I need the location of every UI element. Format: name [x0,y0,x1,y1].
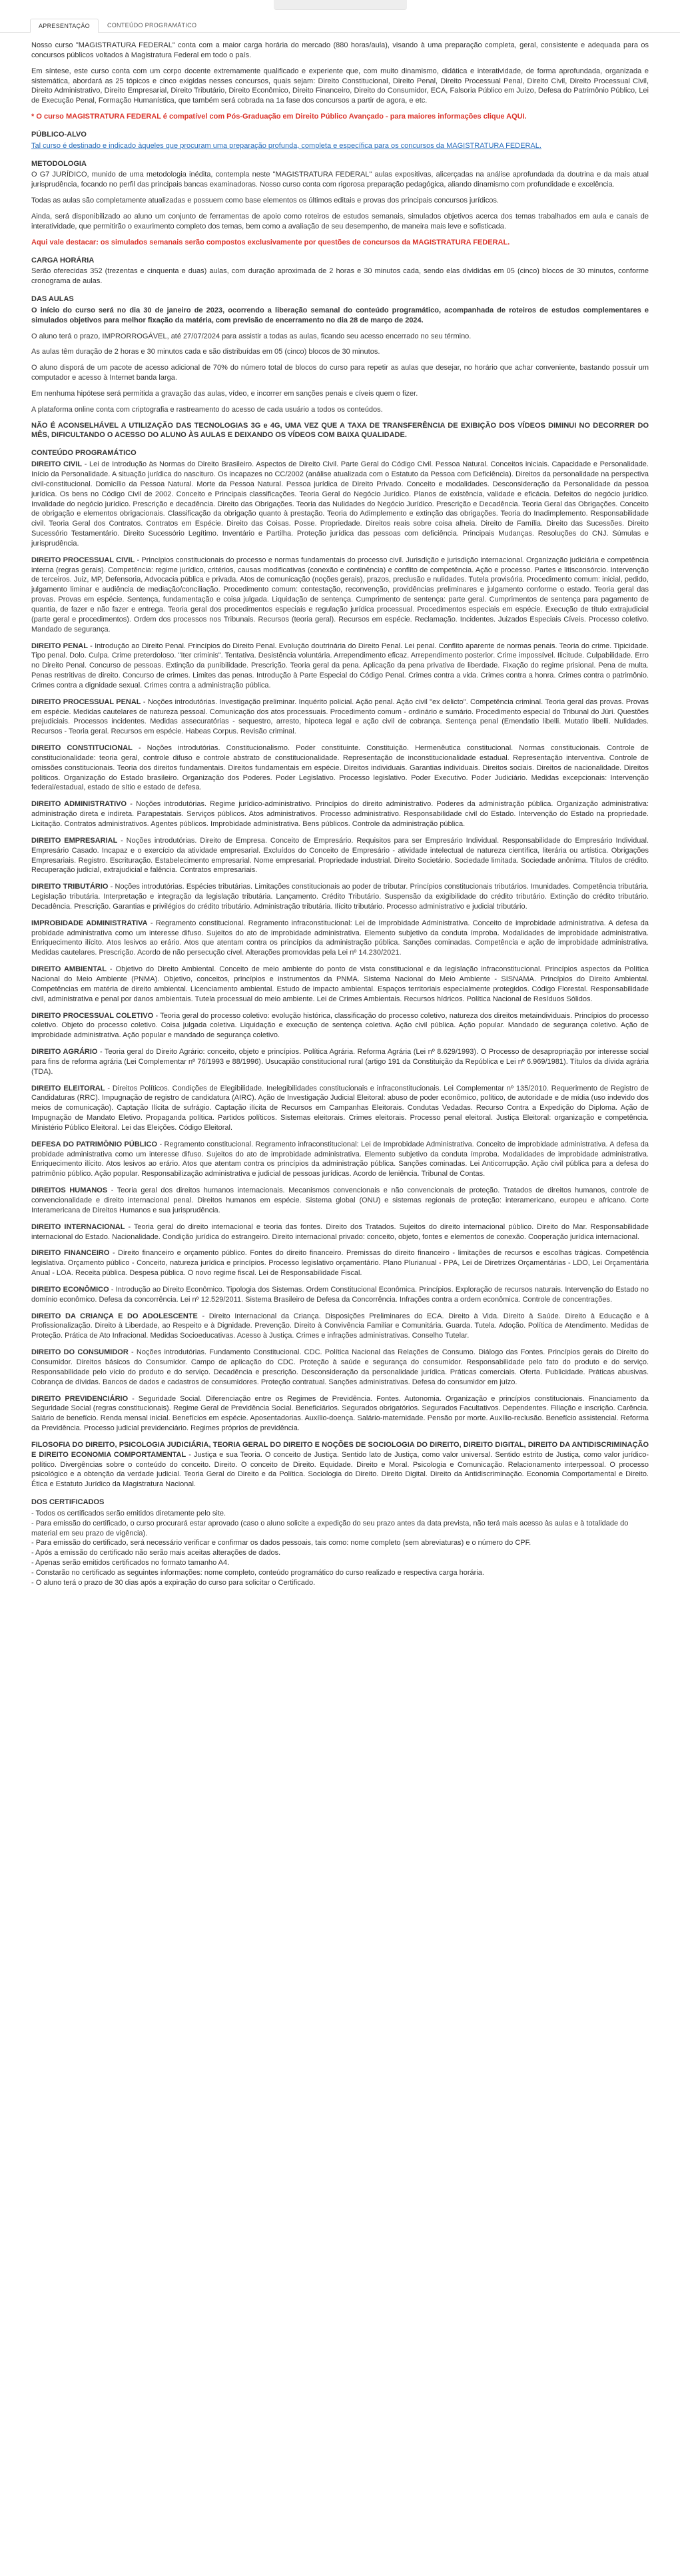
program-item-text: - Regramento constitucional. Regramento infraconstitucional: Lei de Improbidade Administrativa. Conceito de improbidade administrativa. A defesa da probidade administrativa como um interesse difuso. Sujeitos do ato de improbidade administrativa. Elemento subjetivo da conduta ímproba. Modalidades de improbidade administrativa. Enriquecimento ilícito. Atos lesivos ao erário. Atos que atentam contra os princípios da administração pública. Sanções cominadas. Competência e ação de improbidade administrativa. Medidas cautelares. Prescrição. Acordo de não persecução cível. Alterações promovidas pela Lei nº 14.230/2021. [31,919,649,957]
program-item [31,1248,649,1278]
program-item-title: DIREITO FINANCEIRO [31,1249,110,1258]
program-item-text: - Introdução ao Direito Penal. Princípios do Direito Penal. Evolução doutrinária do Direito Penal. Lei penal. Conflito aparente de normas penais. Teoria do crime. Tipicidade. Tipo penal. Dolo. Culpa. Crime preterdoloso. "Iter criminis". Tentativa. Desistência voluntária. Arrependimento eficaz. Arrependimento posterior. Crime impossível. Ilicitude. Culpabilidade. Erro no Direito Penal. Concurso de pessoas. Extinção da punibilidade. Prescrição. Teoria geral da pena. Aplicação da pena privativa de liberdade. Fixação do regime prisional. Pena de multa. Penas restritivas de direito. Concurso de crimes. Limites das penas. Introdução à Parte Especial do Código Penal. Crimes contra a vida. Crimes contra a honra. Crimes contra o patrimônio. Crimes contra a dignidade sexual. Crimes contra a administração pública. [31,642,649,689]
program-item [31,1084,649,1133]
program-item [31,642,649,691]
program-item [31,882,649,912]
program-item-title: DIREITO DA CRIANÇA E DO ADOLESCENTE [31,1312,198,1320]
program-list [31,460,649,1490]
program-item [31,556,649,635]
program-item [31,460,649,549]
simulados-notice: Aqui vale destacar: os simulados semanais serão compostos exclusivamente por questões de concursos da MAGISTRATURA FEDERAL. [31,238,510,246]
aulas-paragraph-3: As aulas têm duração de 2 horas e 30 minutos cada e são distribuídas em 05 (cinco) blocos de 30 minutos. [31,348,380,356]
list-item: - Constarão no certificado as seguintes informações: nome completo, conteúdo programático do curso realizado e respectiva carga horária. [31,1569,484,1577]
program-item-text: - Teoria geral do processo coletivo: evolução histórica, classificação do processo coletivo, natureza dos direitos metaindividuais. Princípios do processo coletivo. Objeto do processo coletivo. Coisa julgada coletiva. Liquidação e execução de sentença coletiva. Ação civil pública. Ação popular. Mandado de segurança coletivo. Ação de improbidade administrativa. Ação popular e mandado de segurança coletivo. [31,1011,649,1040]
program-item [31,919,649,958]
section-tabs [0,17,680,33]
program-item-title: DIREITO PROCESSUAL CIVIL [31,556,135,564]
program-item [31,1011,649,1041]
program-item-title: DIREITO ADMINISTRATIVO [31,800,127,809]
publico-alvo-text: Tal curso é destinado e indicado àqueles que procuram uma preparação profunda, completa e específica para os concursos da MAGISTRATURA FEDERAL. [31,141,541,150]
list-item: - Apenas serão emitidos certificados no formato tamanho A4. [31,1559,230,1567]
list-item: - Todos os certificados serão emitidos diretamente pelo site. [31,1509,226,1517]
certificados-list [31,1509,649,1588]
program-item-text: - Seguridade Social. Diferenciação entre os Regimes de Previdência. Fontes. Autonomia. Organização e princípios constitucionais. Financiamento da Seguridade Social (regras constitucionais). Regime Geral de Previdência Social. Beneficiários. Segurados obrigatórios. Segurados Facultativos. Dependentes. Filiação e inscrição. Carência. Salário de benefício. Renda mensal inicial. Benefícios em espécie. Aposentadorias. Auxílio-doença. Salário-maternidade. Pensão por morte. Auxílio-reclusão. Benefício assistencial. Reforma da Previdência. Processo judicial previdenciário. Regimes próprios de previdência. [31,1394,649,1433]
program-item [31,1440,649,1490]
program-item-text: - Objetivo do Direito Ambiental. Conceito de meio ambiente do ponto de vista constitucional e da legislação infraconstitucional. Princípios aspectos da Política Nacional do Meio Ambiente (PNMA). Objetivo, conceitos, princípios e instrumentos da PNMA. Sistema Nacional do Meio Ambiente - SISNAMA. Princípios do Direito Ambiental. Competências em matéria de direito ambiental. Licenciamento ambiental. Estudo de impacto ambiental. Espaços territoriais especialmente protegidos. Código Florestal. Responsabilidade civil, administrativa e penal por danos ambientais. Tutela processual do meio ambiente. Lei de Crimes Ambientais. Recursos hídricos. Política Nacional de Resíduos Sólidos. [31,965,649,1003]
conteudo-programatico-title: CONTEÚDO PROGRAMÁTICO [31,449,137,458]
program-item-text: - Noções introdutórias. Fundamento Constitucional. CDC. Política Nacional das Relações de Consumo. Diálogo das Fontes. Princípios gerais do Direito do Consumidor. Direitos básicos do Consumidor. Campo de aplicação do CDC. Proteção à saúde e segurança do consumidor. Responsabilidade pelo fato do produto e do serviço. Responsabilidade pelo vício do produto e do serviço. Decadência e prescrição. Desconsideração da personalidade jurídica. Práticas comerciais. Oferta. Publicidade. Práticas abusivas. Cobrança de dívidas. Bancos de dados e cadastros de consumidores. Proteção contratual. Sanções administrativas. Defesa do consumidor em juízo. [31,1348,649,1386]
program-item-title: DIREITO CONSTITUCIONAL [31,744,133,753]
metodologia-title: METODOLOGIA [31,159,87,168]
program-item [31,1394,649,1434]
program-item-text: - Noções introdutórias. Direito de Empresa. Conceito de Empresário. Requisitos para ser Empresário Individual. Responsabilidade do Empresário Individual. Empresário Casado. Incapaz e o exercício da atividade empresarial. Excluídos do Conceito de Empresário - atividade intelectual de natureza científica, literária ou artística. Obrigações Empresariais. Registro. Escrituração. Estabelecimento empresarial. Nome empresarial. Propriedade industrial. Direito Societário. Sociedade limitada. Sociedade anônima. Títulos de crédito. Recuperação judicial, extrajudicial e falência. Contratos empresariais. [31,836,649,875]
program-item-title: FILOSOFIA DO DIREITO, PSICOLOGIA JUDICIÁRIA, TEORIA GERAL DO DIREITO E NOÇÕES DE SOCIOLOGIA DO DIREITO, DIREITO DIGITAL, DIREITO DA ANTIDISCRIMINAÇÃO E DIREITO ECONOMIA COMPORTAMENTAL [31,1440,649,1459]
program-item [31,1186,649,1216]
program-item-text: - Regramento constitucional. Regramento infraconstitucional: Lei de Improbidade Administrativa. Conceito de improbidade administrativa. A defesa da probidade administrativa como um interesse difuso. Sujeitos do ato de improbidade administrativa. Elemento subjetivo da conduta ímproba. Modalidades de improbidade administrativa. Enriquecimento ilícito. Atos lesivos ao erário. Atos que atentam contra os princípios da administração pública. Sanções cominadas. Lei Anticorrupção. Ação civil pública para a defesa do patrimônio público. Ação popular. Responsabilização administrativa e judicial de pessoas jurídicas. Acordo de leniência. Tribunal de Contas. [31,1140,649,1178]
program-item-title: DIREITO PREVIDENCIÁRIO [31,1394,129,1403]
tab-conteudo-programatico[interactable]: CONTEÚDO PROGRAMÁTICO [107,21,197,29]
intro-paragraph-2: Em síntese, este curso conta com um corpo docente extremamente qualificado e experiente que, com muito dinamismo, didática e interatividade, de forma aprofundada, organizada e sistemática, abordará as 25 tópicos e cinco exigidas nesses concursos, quais sejam: Direito Constitucional, Direito Penal, Direito Processual Penal, Direito Civil, Direito Processual Civil, Direito Administrativo, Direito Empresarial, Direito Tributário, Direito Econômico, Direito Financeiro, Direito do Consumidor, ECA, Falsoria Público em Juízo, Defesa do Patrimônio Público, Lei de Execução Penal, Formação Humanística, que também será cobrada na 1a fase dos concursos a partir de agora, e etc. [31,67,649,105]
program-item-text: - Noções introdutórias. Espécies tributárias. Limitações constitucionais ao poder de tributar. Princípios constitucionais tributários. Imunidades. Competência tributária. Legislação tributária. Interpretação e integração da legislação tributária. Lançamento. Crédito Tributário. Suspensão da exigibilidade do crédito tributário. Extinção do crédito tributário. Decadência. Prescrição. Garantias e privilégios do crédito tributário. Administração tributária. Ilícito tributário. Processo administrativo e judicial tributário. [31,883,649,911]
tecnologias-warning: NÃO É ACONSELHÁVEL A UTILIZAÇÃO DAS TECNOLOGIAS 3G e 4G, UMA VEZ QUE A TAXA DE TRANSFERÊNCIA DE EXIBIÇÃO DOS VÍDEOS DIMINUI NO DECORRER DO MÊS, DIFICULTANDO O ACESSO DO ALUNO ÀS AULAS E DEIXANDO OS VÍDEOS COM BAIXA QUALIDADE. [31,421,649,440]
program-item-title: DIREITO PROCESSUAL COLETIVO [31,1011,154,1020]
pos-graduacao-notice-link[interactable]: * O curso MAGISTRATURA FEDERAL é compatível com Pós-Graduação em Direito Público Avançado - para maiores informações clique AQUI. [31,113,527,121]
program-item [31,1047,649,1077]
program-item [31,1222,649,1242]
program-item-text: - Teoria geral do Direito Agrário: conceito, objeto e princípios. Política Agrária. Reforma Agrária (Lei nº 8.629/1993). O Processo de desapropriação por interesse social para fins de reforma agrária (Lei Complementar nº 76/1993 e 88/1996). Usucapião constitucional rural (artigo 191 da Constituição da República e Lei nº 6.969/1981). Títulos da dívida agrária (TDA). [31,1048,649,1076]
top-bar [0,0,680,17]
top-tab-strip [274,0,407,10]
program-item [31,799,649,829]
program-item-title: IMPROBIDADE ADMINISTRATIVA [31,919,148,927]
program-item [31,697,649,737]
program-item [31,965,649,1004]
program-item-title: DIREITO PROCESSUAL PENAL [31,697,141,706]
metodologia-paragraph-3: Ainda, será disponibilizado ao aluno um conjunto de ferramentas de apoio como roteiros de estudos semanais, simulados objetivos acerca dos temas trabalhados em aula e canais de interatividade, que permitirão o exaurimento completo dos temas, bem como a avaliação de seu desempenho, de maneira mais leve e sofisticada. [31,212,649,230]
program-item [31,1312,649,1342]
aulas-paragraph-1: O início do curso será no dia 30 de janeiro de 2023, ocorrendo a liberação semanal do conteúdo programático, acompanhada de roteiros de estudos complementares e simulados objetivos para melhor fixação da matéria, com previsão de encerramento no dia 28 de março de 2024. [31,306,649,324]
program-item-title: DIREITO EMPRESARIAL [31,836,118,845]
list-item: - O aluno terá o prazo de 30 dias após a expiração do curso para solicitar o Certificado. [31,1578,316,1587]
program-item-text: - Noções introdutórias. Constitucionalismo. Poder constituinte. Constituição. Hermenêutica constitucional. Normas constitucionais. Controle de constitucionalidade: teoria geral, controle difuso e controle abstrato de constitucionalidade. Representação de inconstitucionalidade estadual. Representação interventiva. Controle de omissões constitucionais. Teoria dos direitos fundamentais. Direitos fundamentais em espécie. Direitos individuais. Garantias individuais. Direitos sociais. Direitos de nacionalidade. Direitos políticos. Organização do Estado brasileiro. Organização dos Poderes. Poder Legislativo. Processo legislativo. Poder Executivo. Poder Judiciário. Medidas excepcionais: Intervenção federal/estadual, estado de sítio e estado de defesa. [31,744,649,792]
program-item-text: - Justiça e sua Teoria. O conceito de Justiça. Sentido lato de Justiça, como valor universal. Sentido estrito de Justiça, como valor jurídico-político. Divergências sobre o conteúdo do conceito. Direito. O conceito de Direito. Equidade. Direito e Moral. Psicologia e Comunicação. Relacionamento interpessoal. O processo psicológico e a obtenção da verdade judicial. Teoria Geral do Direito e da Política. Sociologia do Direito. Direito Digital. Direito da Antidiscriminação. Economia Comportamental e Direito. Ética e Estatuto Jurídico da Magistratura Nacional. [31,1450,649,1489]
program-item-title: DIREITO AGRÁRIO [31,1048,98,1057]
program-item-text: - Direito financeiro e orçamento público. Fontes do direito financeiro. Premissas do direito financeiro - limitações de recursos e escolhas trágicas. Competência legislativa. Orçamento público - Conceito, natureza jurídica e princípios. Processo legislativo orçamentário. Plano Plurianual - PPA, Lei de Diretrizes Orçamentárias - LDO, Lei Orçamentária Anual - LOA. Receita pública. Despesa pública. O novo regime fiscal. Lei de Responsabilidade Fiscal. [31,1249,649,1278]
aulas-paragraph-5: Em nenhuma hipótese será permitida a gravação das aulas, vídeo, e incorrer em sanções penais e cíveis quem o fizer. [31,389,418,398]
aulas-paragraph-6: A plataforma online conta com criptografia e rastreamento do acesso de cada usuário a todos os conteúdos. [31,405,383,414]
das-aulas-title: DAS AULAS [31,295,74,304]
program-item-text: - Noções introdutórias. Regime jurídico-administrativo. Princípios do direito administrativo. Poderes da administração pública. Organização administrativa: administração direta e indireta. Parapestatais. Serviços públicos. Atos administrativos. Processo administrativo. Responsabilidade civil do Estado. Intervenção do Estado na propriedade. Licitação. Contratos administrativos. Agentes públicos. Improbidade administrativa. Bens públicos. Controle da administração pública. [31,800,649,828]
aulas-paragraph-4: O aluno disporá de um pacote de acesso adicional de 70% do número total de blocos do curso para repetir as aulas que desejar, no horário que achar conveniente, bastando possuir um computador e acesso à Internet banda larga. [31,364,649,382]
program-item-title: DIREITOS HUMANOS [31,1186,108,1195]
program-item-text: - Teoria geral do direito internacional e teoria das fontes. Direito dos Tratados. Sujeitos do direito internacional público. Direito do Mar. Responsabilidade internacional do Estado. Nacionalidade. Condição jurídica do estrangeiro. Direito internacional privado: conceito, objeto, fontes e elementos de conexão. Cooperação jurídica internacional. [31,1222,649,1241]
list-item: - Após a emissão do certificado não serão mais aceitas alterações de dados. [31,1549,281,1557]
program-item-title: DIREITO TRIBUTÁRIO [31,883,109,891]
tab-apresentacao[interactable]: APRESENTAÇÃO [30,19,99,33]
program-item [31,836,649,875]
aulas-paragraph-2: O aluno terá o prazo, IMPRORROGÁVEL, até 27/07/2024 para assistir a todas as aulas, ficando seu acesso encerrado no seu término. [31,332,472,340]
program-item-text: - Teoria geral dos direitos humanos internacionais. Mecanismos convencionais e não convencionais de proteção. Tratados de direitos humanos, controle de convencionalidade e direito internacional penal. Direitos humanos em espécie. Sistema global (ONU) e sistemas regionais de proteção: interamericano, europeu e africano. Corte Interamericana de Direitos Humanos e sua jurisprudência. [31,1186,649,1214]
program-item-title: DIREITO ELEITORAL [31,1084,105,1092]
list-item: - Para emissão do certificado, será necessário verificar e confirmar os dados pessoais, tais como: nome completo (sem abreviaturas) e o número do CPF. [31,1539,531,1547]
program-item-text: - Noções introdutórias. Investigação preliminar. Inquérito policial. Ação penal. Ação civil "ex delicto". Competência criminal. Teoria geral das provas. Provas em espécie. Medidas cautelares de natureza pessoal. Comunicação dos atos processuais. Procedimento comum - ordinário e sumário. Procedimento especial do Tribunal do Júri. Questões prejudiciais. Processos incidentes. Medidas assecuratórias - sequestro, arresto, hipoteca legal e ação civil de cobrança. Sentença penal (Emendatio libelli. Mutatio libelli. Nulidades. Recursos - Teoria geral. Recursos em espécie. Habeas Corpus. Revisão criminal. [31,697,649,736]
program-item [31,1285,649,1305]
program-item-text: - Introdução ao Direito Econômico. Tipologia dos Sistemas. Ordem Constitucional Econômica. Princípios. Exploração de recursos naturais. Intervenção do Estado no domínio econômico. Defesa da concorrência. Lei nº 12.529/2011. Sistema Brasileiro de Defesa da Concorrência. Infrações contra a ordem econômica. Controle de concentrações. [31,1285,649,1304]
program-item-title: DIREITO CIVIL [31,460,83,469]
certificados-title: DOS CERTIFICADOS [31,1498,105,1507]
program-item-text: - Lei de Introdução às Normas do Direito Brasileiro. Aspectos de Direito Civil. Parte Geral do Código Civil. Pessoa Natural. Conceitos iniciais. Capacidade e Personalidade. Início da Personalidade. A situação jurídica do nascituro. Os incapazes no CC/2002 (análise atualizada com o Estatuto da Pessoa com Deficiência). Direitos da personalidade na perspectiva civil-constitucional. Domicílio da Pessoa Natural. Morte da Pessoa Natural. Pessoa jurídica de Direito Privado. Conceito e modalidades. Desconsideração da Personalidade da pessoa jurídica. Os bens no Código Civil de 2002. Conceito e Principais classificações. Teoria Geral do Negócio Jurídico. Planos de existência, validade e eficácia. Defeitos do negócio jurídico. Invalidade do negócio jurídico. Prescrição e decadência. Direito das Obrigações. Teoria das Nulidades do Negócio Jurídico. Prescrição e Decadência. Teoria Geral das Obrigações. Conceito de obrigação e elementos obrigacionais. Classificação da obrigação quanto à prestação. Teoria do Adimplemento e extinção das obrigações. Teoria do Inadimplemento. Responsabilidade civil. Teoria Geral dos Contratos. Contratos em Espécie. Direito das Coisas. Posse. Propriedade. Direitos reais sobre coisa alheia. Direito de Família. Direito das Sucessões. Direito Sucessório Testamentário. Direito Sucessório Legítimo. Inventário e Partilha. Proteção jurídica das pessoas com deficiência. Principais Mudanças. Resoluções do CNJ. Súmulas e jurisprudência. [31,460,649,548]
program-item [31,1140,649,1179]
program-item-title: DIREITO ECONÔMICO [31,1285,109,1294]
program-item-text: - Direitos Políticos. Condições de Elegibilidade. Inelegibilidades constitucionais e infraconstitucionais. Lei Complementar nº 135/2010. Requerimento de Registro de Candidaturas (RRC). Impugnação de registro de candidatura (AIRC). Ação de Investigação Judicial Eleitoral: abuso de poder econômico, político, de autoridade e de mídia (uso indevido dos meios de comunicação). Captação Ilícita de sufrágio. Captação ilícita de Recursos em Campanhas Eleitorais. Condutas Vedadas. Recurso Contra a Expedição do Diploma. Ação de Impugnação de Mandato Eletivo. Propaganda política. Partidos políticos. Sistemas eleitorais. Crimes eleitorais. Processo penal eleitoral. Justiça Eleitoral: organização e competência. Ministério Público Eleitoral. Lei das Eleições. Código Eleitoral. [31,1084,649,1132]
program-item-title: DIREITO DO CONSUMIDOR [31,1348,129,1357]
carga-horaria-title: CARGA HORÁRIA [31,256,95,264]
program-item-title: DEFESA DO PATRIMÔNIO PÚBLICO [31,1140,158,1148]
program-item-title: DIREITO INTERNACIONAL [31,1222,125,1231]
intro-paragraph-1: Nosso curso "MAGISTRATURA FEDERAL" conta com a maior carga horária do mercado (880 horas/aula), visando à uma preparação completa, geral, consistente e adequada para os concursos públicos voltados à Magistratura Federal em todo o país. [31,41,649,59]
program-item-text: - Direito Internacional da Criança. Disposições Preliminares do ECA. Direito à Vida. Direito à Saúde. Direito à Educação e à Profissionalização. Direito à Liberdade, ao Respeito e à Dignidade. Prevenção. Direito à Convivência Familiar e Comunitária. Guarda. Tutela. Adoção. Política de Atendimento. Medidas de Proteção. Prática de Ato Infracional. Medidas Socioeducativas. Acesso à Justiça. Crimes e infrações administrativas. Conselho Tutelar. [31,1312,649,1340]
program-item [31,743,649,793]
metodologia-paragraph-1: O G7 JURÍDICO, munido de uma metodologia inédita, contempla neste "MAGISTRATURA FEDERAL" aulas expositivas, alicerçadas na análise aprofundada da doutrina e da mais atual jurisprudência, focando no perfil das principais bancas examinadoras. Nosso curso conta com rigorosa preparação pedagógica, aliando dinamismo com profundidade e excelência. [31,171,649,189]
program-item-title: DIREITO AMBIENTAL [31,965,107,974]
publico-alvo-title: PÚBLICO-ALVO [31,130,87,139]
program-item-text: - Princípios constitucionais do processo e normas fundamentais do processo civil. Jurisdição e jurisdição internacional. Organização judiciária e competência interna (regras gerais). Competência: regime jurídico, critérios, causas modificativas (conexão e continência) e conflito de competência. Ação e processo. Partes e litisconsórcio. Intervenção de terceiros. Juiz, MP, Defensoria, Advocacia pública e privada. Atos de comunicação (noções gerais), prazos, preclusão e nulidades. Tutela provisória. Procedimento comum: inicial, pedido, julgamento liminar e audiência de mediação/conciliação. Procedimento comum: contestação, reconvenção, providências preliminares e julgamento conforme o estado. Teoria geral das provas. Provas em espécie. Sentença, fundamentação e coisa julgada. Liquidação de sentença. Cumprimento de sentença: parte geral. Cumprimentos de sentença para pagamento de quantia, de fazer e não fazer e entrega. Teoria geral dos procedimentos especiais e regulação jurídica processual. Procedimentos especiais em espécie. Execução de título extrajudicial (parte geral e procedimentos). Ordem dos processos nos Tribunais. Recursos (teoria geral). Recursos em espécie. Reclamação. Incidentes. Juizados Especiais Cíveis. Processo coletivo. Mandado de segurança. [31,556,649,634]
list-item: - Para emissão do certificado, o curso procurará estar aprovado (caso o aluno solicite a expedição do seu prazo antes da data prevista, não terá mais acesso às aulas e à totalidade do material em seu prazo de vigência). [31,1519,629,1537]
carga-horaria-text: Serão oferecidas 352 (trezentas e cinquenta e duas) aulas, com duração aproximada de 2 horas e 30 minutos cada, sendo elas divididas em 05 (cinco) blocos de 30 minutos, conforme cronograma de aulas. [31,267,649,286]
main-content [0,33,680,1588]
program-item-title: DIREITO PENAL [31,642,88,650]
metodologia-paragraph-2: Todas as aulas são completamente atualizadas e possuem como base elementos os últimos editais e provas dos principais concursos jurídicos. [31,197,499,205]
program-item [31,1348,649,1387]
